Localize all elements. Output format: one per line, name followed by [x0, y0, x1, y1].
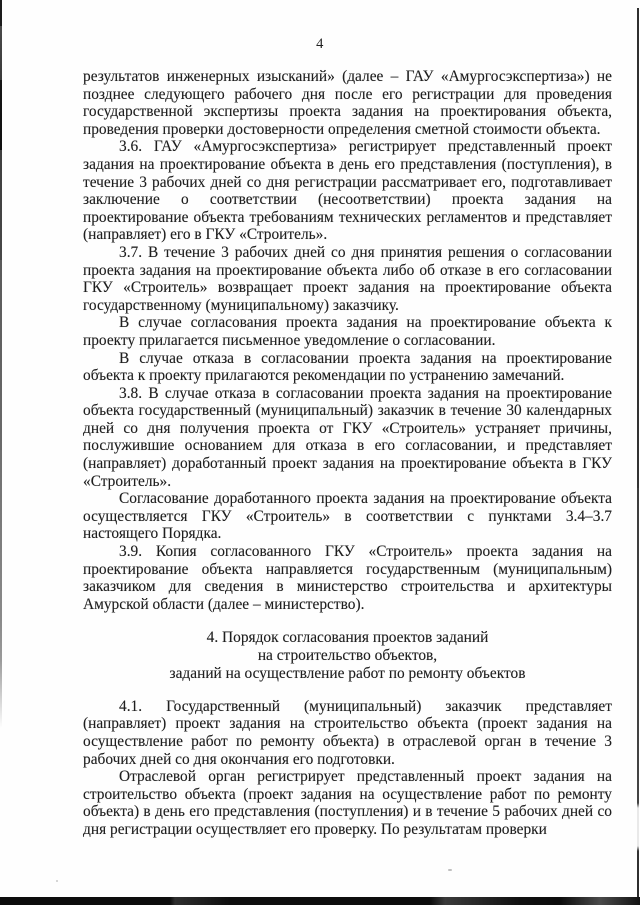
paragraph: В случае согласования проекта задания на проектирование объекта к проекту прилагается письменное уведомление о согласовании.: [83, 314, 612, 349]
paragraph-3-9: 3.9. Копия согласованного ГКУ «Строитель» проекта задания на проектирование объекта направляется государственным (муниципальным) заказчиком для сведения в министерство строительства и архитектуры Амурской области (далее – министерство).: [83, 543, 612, 613]
scan-speck: [448, 869, 452, 871]
section-4-heading: [83, 629, 612, 682]
paragraph-3-8: 3.8. В случае отказа в согласовании проекта задания на проектирование объекта государственный (муниципальный) заказчик в течение 30 календарных дней со дня получения проекта от ГКУ «Строитель» устраняет причины, послужившие основанием для отказа в его согласовании, и представляет (направляет) доработанный проект задания на проектирование объекта в ГКУ «Строитель».: [83, 384, 612, 490]
paragraph: В случае отказа в согласовании проекта задания на проектирование объекта к проекту прилагаются рекомендации по устранению замечаний.: [83, 349, 612, 385]
paragraph-4-1: 4.1. Государственный (муниципальный) заказчик представляет (направляет) проект задания на строительство объекта (проект задания на осуществление работ по ремонту объекта) в отраслевой орган в течение 3 рабочих дней со дня окончания его подготовки.: [83, 697, 612, 768]
paragraph: результатов инженерных изысканий» (далее – ГАУ «Амургосэкспертиза») не позднее следующего рабочего дня после его регистрации для проведения государственной экспертизы проекта задания на проектирования объекта, проведения проверки достоверности определения сметной стоимости объекта.: [83, 68, 612, 138]
paragraph: Согласование доработанного проекта задания на проектирование объекта осуществляется ГКУ «Строитель» в соответствии с пунктами 3.4–3.7 настоящего Порядка.: [83, 490, 612, 543]
scan-edge-left: [0, 0, 2, 728]
paragraph-3-6: 3.6. ГАУ «Амургосэкспертиза» регистрирует представленный проект задания на проектирование объекта в день его представления (поступления), в течение 3 рабочих дней со дня регистрации рассматривает его, подготавливает заключение о соответствии (несоответствии) проекта задания на проектирование объекта требованиям технических регламентов и представляет (направляет) его в ГКУ «Строитель».: [83, 138, 612, 244]
section-heading-line: заданий на осуществление работ по ремонту объектов: [169, 665, 526, 682]
scan-speck: [56, 880, 58, 882]
paragraph-3-7: 3.7. В течение 3 рабочих дней со дня принятия решения о согласовании проекта задания на проектирование объекта либо об отказе в его согласовании ГКУ «Строитель» возвращает проект задания на проектирование объекта государственному (муниципальному) заказчику.: [83, 243, 612, 314]
scan-edge-bottom: [0, 897, 640, 905]
document-body: [83, 68, 612, 839]
paragraph: Отраслевой орган регистрирует представленный проект задания на строительство объекта (проект задания на осуществление работ по ремонту объекта) в день его представления (поступления) и в течение 5 рабочих дней со дня регистрации осуществляет его проверку. По результатам проверки: [83, 768, 612, 838]
page-number: 4: [316, 36, 324, 52]
section-heading-line: на строительство объектов,: [257, 647, 438, 665]
section-heading-line: 4. Порядок согласования проектов заданий: [206, 629, 489, 647]
scan-edge-right: [637, 8, 639, 905]
